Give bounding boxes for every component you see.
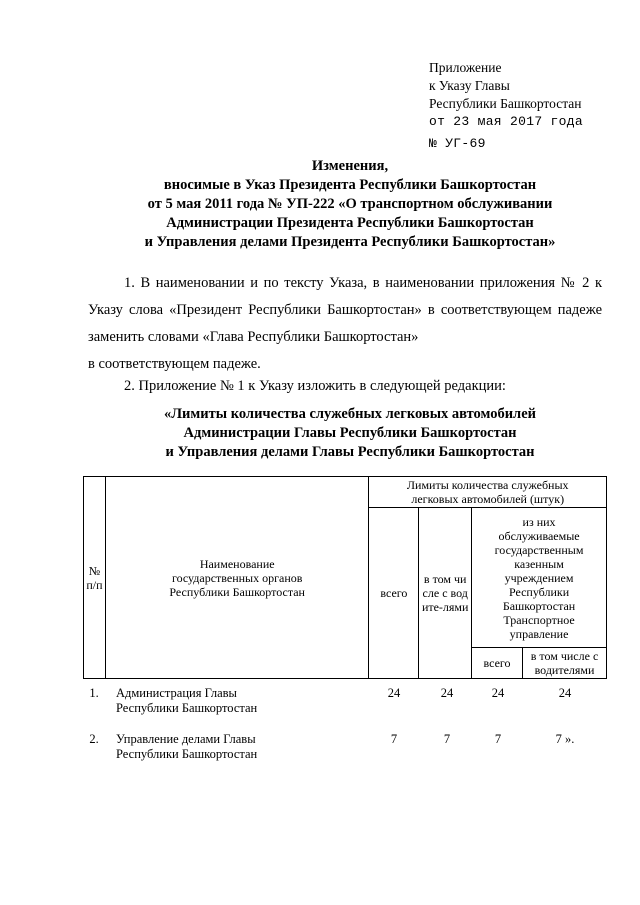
document-title [60, 157, 640, 252]
annex-title-line-1: «Лимиты количества служебных легковых автомобилей [164, 406, 536, 422]
row-num: 2. [89, 732, 99, 746]
table-row [83, 732, 607, 778]
header-served: из них обслуживаемые государственным казенным учреждением Республики Башкортостан Транспортное управление [472, 508, 607, 648]
table-row [83, 686, 607, 732]
paragraph-1-text: 1. В наименовании и по тексту Указа, в наименовании приложения № 2 к Указу слова «Президент Республики Башкортостан» в соответствующем падеже заменить словами «Глава Республики Башкортостан» [88, 275, 602, 345]
title-line-2: вносимые в Указ Президента Республики Башкортостан [163, 177, 537, 193]
appendix-line-3: Республики Башкортостан [429, 96, 582, 111]
paragraph-1-last: в соответствующем падеже. [88, 356, 261, 372]
title-line-3: от 5 мая 2011 года № УП-222 «О транспортном обслуживании [147, 196, 553, 212]
appendix-block [429, 59, 583, 153]
row-num: 1. [89, 686, 99, 700]
paragraph-1 [88, 270, 602, 378]
row-served-total: 24 [491, 686, 505, 700]
row-name: Управление делами Главы Республики Башкортостан [116, 732, 258, 761]
header-name: Наименование государственных органов Республики Башкортостан [105, 477, 369, 679]
paragraph-2: 2. Приложение № 1 к Указу изложить в следующей редакции: [124, 378, 506, 394]
header-total: всего [369, 508, 419, 679]
annex-title-line-2: Администрации Главы Республики Башкортостан [183, 425, 517, 441]
header-with-drivers: в том числе с водите-лями [419, 508, 472, 679]
appendix-number: № УГ-69 [429, 136, 486, 151]
title-line-4: Администрации Президента Республики Башкортостан [166, 215, 534, 231]
header-served-total: всего [472, 648, 523, 679]
row-with-drivers: 24 [440, 686, 454, 700]
row-served-with-drivers: 7 ». [555, 732, 575, 746]
header-num: № п/п [84, 477, 106, 679]
appendix-date: от 23 мая 2017 года [429, 114, 583, 129]
appendix-line-2: к Указу Главы [429, 78, 510, 93]
annex-title-line-3: и Управления делами Главы Республики Башкортостан [165, 444, 535, 460]
row-name: Администрация Главы Республики Башкортостан [116, 686, 258, 715]
header-limits: Лимиты количества служебных легковых автомобилей (штук) [369, 477, 607, 508]
header-served-with-drivers: в том числе с водителями [523, 648, 607, 679]
row-served-total: 7 [494, 732, 502, 746]
row-total: 7 [390, 732, 398, 746]
title-line-1: Изменения, [311, 158, 389, 174]
row-with-drivers: 7 [443, 732, 451, 746]
row-total: 24 [387, 686, 401, 700]
row-served-with-drivers: 24 [558, 686, 572, 700]
limits-table-body [83, 686, 607, 778]
limits-table-header [83, 476, 607, 679]
title-line-5: и Управления делами Президента Республики Башкортостан» [144, 234, 556, 250]
annex-title [60, 405, 640, 462]
appendix-line-1: Приложение [429, 60, 502, 75]
